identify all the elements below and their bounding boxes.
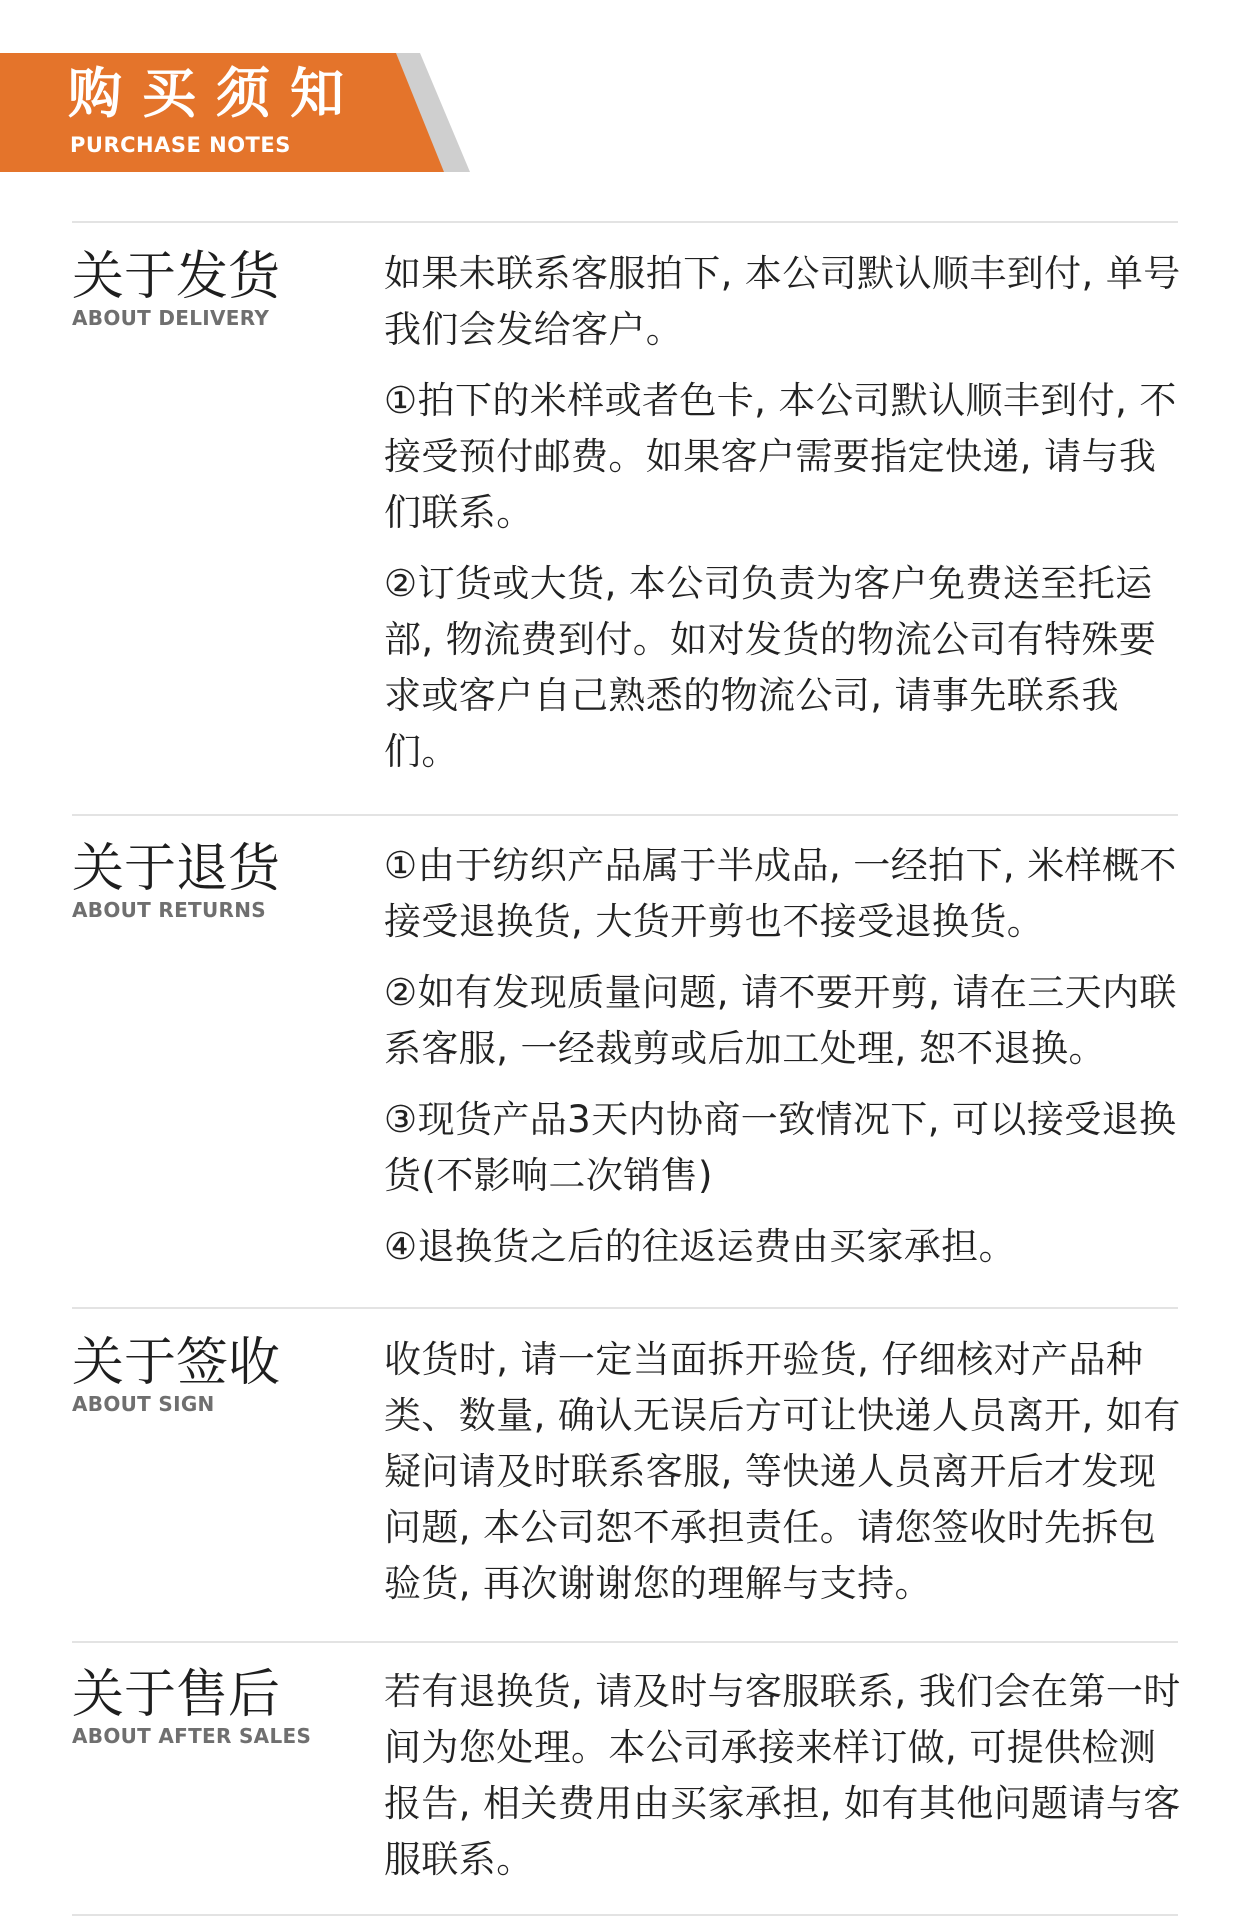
section-body bbox=[384, 246, 1184, 795]
section-subtitle: ABOUT AFTER SALES bbox=[72, 1724, 312, 1748]
section-subtitle: ABOUT SIGN bbox=[72, 1392, 215, 1416]
section-divider bbox=[72, 1307, 1178, 1309]
section-title: 关于签收 bbox=[72, 1333, 281, 1393]
section-divider bbox=[72, 1641, 1178, 1643]
section-body bbox=[384, 1332, 1184, 1627]
section-body bbox=[384, 838, 1184, 1290]
section-divider bbox=[72, 1914, 1178, 1916]
page-subtitle: PURCHASE NOTES bbox=[70, 133, 291, 157]
section-paragraph: 收货时, 请一定当面拆开验货, 仔细核对产品种类、数量, 确认无误后方可让快递人员离开, 如有疑问请及时联系客服, 等快递人员离开后才发现问题, 本公司恕不承担责任。请您签收时先拆包验货, 再次谢谢您的理解与支持。 bbox=[384, 1338, 1181, 1605]
section-subtitle: ABOUT RETURNS bbox=[72, 898, 266, 922]
section-title: 关于退货 bbox=[72, 839, 281, 899]
page-title: 购买须知 bbox=[68, 62, 364, 125]
section-paragraph: ③现货产品3天内协商一致情况下, 可以接受退换货(不影响二次销售) bbox=[384, 1098, 1177, 1197]
section-title: 关于发货 bbox=[72, 247, 281, 307]
section-paragraph: ②如有发现质量问题, 请不要开剪, 请在三天内联系客服, 一经裁剪或后加工处理, 恕不退换。 bbox=[384, 971, 1177, 1070]
section-paragraph: ②订货或大货, 本公司负责为客户免费送至托运部, 物流费到付。如对发货的物流公司有特殊要求或客户自己熟悉的物流公司, 请事先联系我们。 bbox=[384, 562, 1157, 773]
section-title: 关于售后 bbox=[72, 1665, 281, 1725]
section-paragraph: 若有退换货, 请及时与客服联系, 我们会在第一时间为您处理。本公司承接来样订做, 可提供检测报告, 相关费用由买家承担, 如有其他问题请与客服联系。 bbox=[384, 1670, 1181, 1881]
section-paragraph: 如果未联系客服拍下, 本公司默认顺丰到付, 单号我们会发给客户。 bbox=[384, 252, 1181, 351]
purchase-notes-banner bbox=[0, 0, 470, 172]
section-paragraph: ①拍下的米样或者色卡, 本公司默认顺丰到付, 不接受预付邮费。如果客户需要指定快递, 请与我们联系。 bbox=[384, 379, 1177, 534]
section-divider bbox=[72, 221, 1178, 223]
section-subtitle: ABOUT DELIVERY bbox=[72, 306, 270, 330]
section-body bbox=[384, 1664, 1184, 1903]
section-paragraph: ④退换货之后的往返运费由买家承担。 bbox=[384, 1225, 1016, 1268]
section-divider bbox=[72, 814, 1178, 816]
section-paragraph: ①由于纺织产品属于半成品, 一经拍下, 米样概不接受退换货, 大货开剪也不接受退换货。 bbox=[384, 844, 1177, 943]
